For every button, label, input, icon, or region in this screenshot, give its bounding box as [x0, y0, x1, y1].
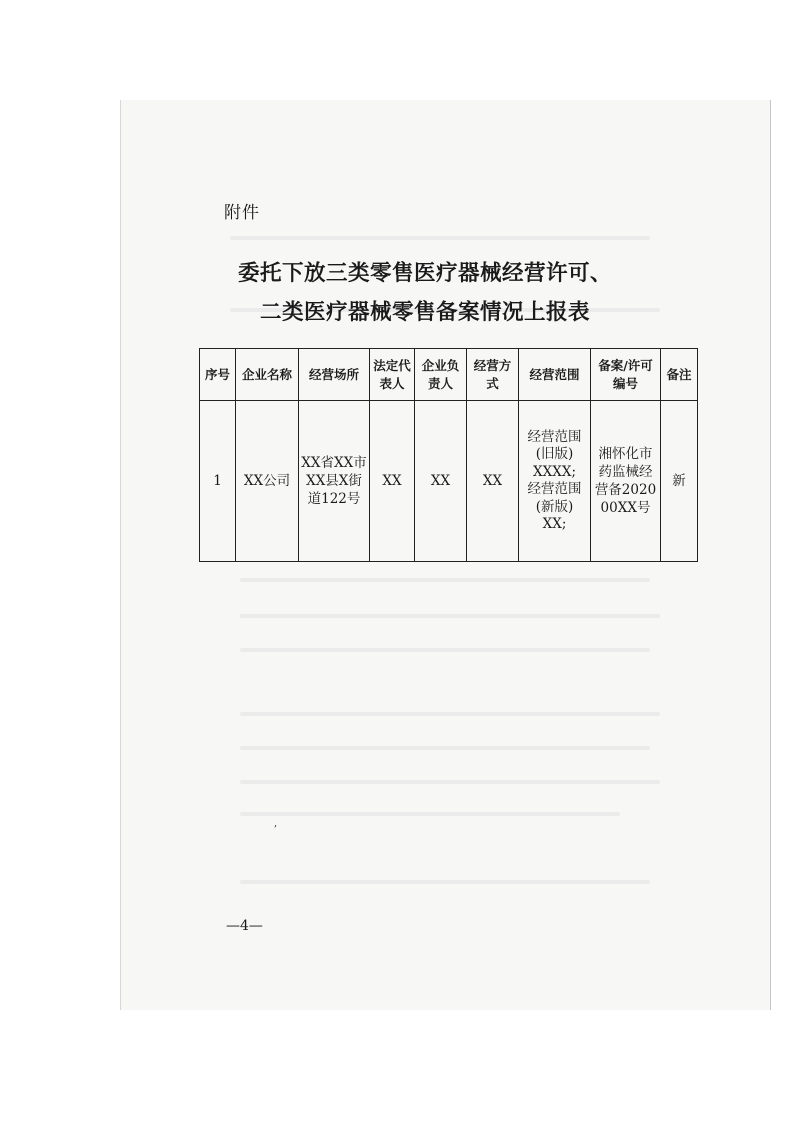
cell-license-no: 湘怀化市药监械经营备202000XX号 — [591, 401, 661, 562]
bleed-through-line — [240, 780, 660, 784]
bleed-through-line — [240, 746, 650, 750]
scope-line: (旧版) — [535, 446, 574, 462]
table-header-row — [200, 349, 698, 401]
header-legal-rep: 法定代表人 — [370, 349, 415, 401]
bleed-through-line — [240, 614, 660, 618]
bleed-through-line — [240, 812, 620, 816]
header-license-no: 备案/许可编号 — [591, 349, 661, 401]
scope-line: 经营范围 — [527, 428, 582, 445]
paper-right-edge — [770, 100, 771, 1010]
document-title-line-2: 二类医疗器械零售备案情况上报表 — [259, 300, 590, 325]
bleed-through-line — [240, 880, 650, 884]
header-remark: 备注 — [661, 349, 698, 401]
document-title-line-1: 委托下放三类零售医疗器械经营许可、 — [237, 261, 612, 286]
bleed-through-line — [240, 578, 650, 582]
report-table — [199, 348, 698, 562]
header-manager: 企业负责人 — [415, 349, 467, 401]
cell-scope — [519, 401, 591, 562]
cell-location: XX省XX市XX县X街道122号 — [299, 401, 370, 562]
cell-manager: XX — [415, 401, 467, 562]
cell-company: XX公司 — [236, 401, 299, 562]
scope-line: 经营范围 — [527, 481, 582, 497]
scope-line: (新版) — [535, 498, 574, 515]
scope-line: XX; — [542, 516, 567, 532]
header-mode: 经营方式 — [467, 349, 519, 401]
page-number: —4— — [226, 918, 263, 934]
bleed-through-line — [240, 648, 650, 652]
cell-remark: 新 — [661, 401, 698, 562]
bleed-through-line — [230, 236, 650, 240]
scope-line: XXXX; — [533, 463, 576, 480]
attachment-label: 附件 — [224, 203, 260, 223]
cell-legal-rep: XX — [370, 401, 415, 562]
paper-left-edge — [120, 100, 121, 1010]
cell-mode: XX — [467, 401, 519, 562]
header-company: 企业名称 — [236, 349, 299, 401]
header-location: 经营场所 — [299, 349, 370, 401]
header-scope: 经营范围 — [519, 349, 591, 401]
table-row — [200, 401, 698, 562]
cell-seq: 1 — [200, 401, 236, 562]
header-seq: 序号 — [200, 349, 236, 401]
bleed-through-line — [240, 712, 660, 716]
ink-speck: , — [274, 818, 278, 829]
